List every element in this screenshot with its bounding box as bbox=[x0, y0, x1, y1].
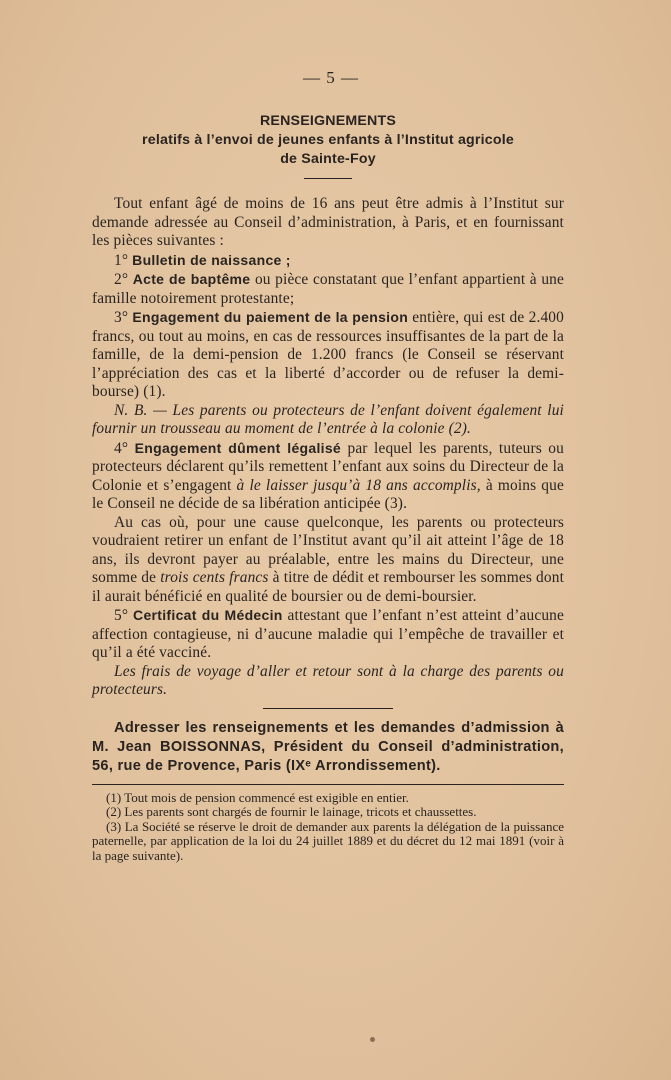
intro-paragraph: Tout enfant âgé de moins de 16 ans peut être admis à l’Institut sur demande adressée au Conseil d’administration, à Paris, et en fournissant les pièces suivantes : bbox=[92, 195, 564, 249]
item-2-title: Acte de baptême bbox=[132, 271, 251, 287]
item-5-number: 5° bbox=[114, 607, 129, 624]
item-5-text: attestant que l’enfant n’est atteint d’aucune affection contagieuse, ni d’aucune maladie qui l’empêche de travailler et qu’il a été vacciné. bbox=[92, 607, 564, 661]
heading-subtitle-1: relatifs à l’envoi de jeunes enfants à l’Institut agricole bbox=[142, 132, 514, 148]
travel-costs bbox=[92, 663, 564, 700]
item-4-text-b: à moins que le Conseil ne décide de sa libération anticipée (3). bbox=[92, 476, 564, 512]
item-4-italic: à le laisser jusqu’à 18 ans accomplis, bbox=[236, 476, 481, 494]
item-1-title: Bulletin de naissance ; bbox=[132, 251, 291, 268]
item-5-title: Certificat du Médecin bbox=[133, 607, 283, 623]
address-block: Adresser les renseignements et les demandes d’admission à M. Jean BOISSONNAS, Président du Conseil d’administration, 56, rue de Provence, Paris (IXᵉ Arrondissement). bbox=[92, 719, 564, 774]
item-3 bbox=[92, 308, 564, 402]
item-4-number: 4° bbox=[114, 439, 129, 457]
footnote-divider bbox=[92, 784, 564, 785]
item-4-text-a: par lequel les parents, tuteurs ou protecteurs déclarent qu’ils remettent l’enfant aux soins du Directeur de la Colonie et s’engagent bbox=[92, 439, 565, 494]
travel-costs-text: Les frais de voyage d’aller et retour sont à la charge des parents ou protecteurs. bbox=[92, 662, 564, 698]
item-2-number: 2° bbox=[114, 271, 129, 288]
item-3-title: Engagement du paiement de la pension bbox=[132, 309, 409, 325]
body-text bbox=[92, 195, 564, 700]
withdrawal-text-a: Au cas où, pour une cause quelconque, les parents ou protecteurs voudraient retirer un enfant de l’Institut avant qu’il ait atteint l’âge de 18 ans, ils devront payer au préalable, entre les mains du Directeur, une somme de bbox=[92, 513, 564, 586]
item-5 bbox=[92, 606, 564, 663]
heading-divider bbox=[304, 178, 352, 179]
footnote-2: (2) Les parents sont chargés de fournir le lainage, tricots et chaussettes. bbox=[106, 804, 477, 820]
heading-title: RENSEIGNEMENTS bbox=[259, 113, 397, 129]
nota-bene-text: N. B. — Les parents ou protecteurs de l’enfant doivent également lui fournir un trousseau au moment de l’entrée à la colonie (2). bbox=[92, 401, 564, 437]
withdrawal-italic: trois cents francs bbox=[160, 569, 269, 586]
paper-speck bbox=[370, 1037, 375, 1042]
footnote-1: (1) Tout mois de pension commencé est exigible en entier. bbox=[106, 789, 409, 805]
item-4-title: Engagement dûment légalisé bbox=[134, 439, 342, 456]
item-4 bbox=[92, 439, 564, 514]
withdrawal-paragraph bbox=[92, 514, 564, 607]
item-2 bbox=[92, 270, 564, 308]
document-page bbox=[92, 68, 564, 863]
heading bbox=[92, 112, 564, 169]
withdrawal-text-b: à titre de dédit et rembourser les sommes dont il aurait bénéficié en qualité de boursier ou de demi-boursier. bbox=[92, 569, 565, 605]
page-number: — 5 — bbox=[303, 68, 359, 87]
item-1 bbox=[92, 251, 564, 271]
section-divider bbox=[263, 708, 393, 709]
footnote-3: (3) La Société se réserve le droit de demander aux parents la délégation de la puissance paternelle, par application de la loi du 24 juillet 1889 et du décret du 12 mai 1891 (voir à la page suivante). bbox=[92, 818, 564, 863]
footnotes bbox=[92, 791, 564, 864]
item-1-number: 1° bbox=[114, 251, 129, 269]
nota-bene bbox=[92, 402, 564, 439]
item-3-text: entière, qui est de 2.400 francs, ou tout au moins, en cas de ressources insuffisantes de la part de la famille, de la demi-pension de 1.200 francs (le Conseil se réservant l’appréciation des cas et la liberté d’accorder ou de refuser la demi-bourse) (1). bbox=[92, 309, 564, 400]
heading-subtitle-2: de Sainte-Foy bbox=[280, 151, 376, 167]
item-3-number: 3° bbox=[114, 309, 129, 326]
item-2-text: ou pièce constatant que l’enfant appartient à une famille notoirement protestante; bbox=[92, 271, 565, 307]
